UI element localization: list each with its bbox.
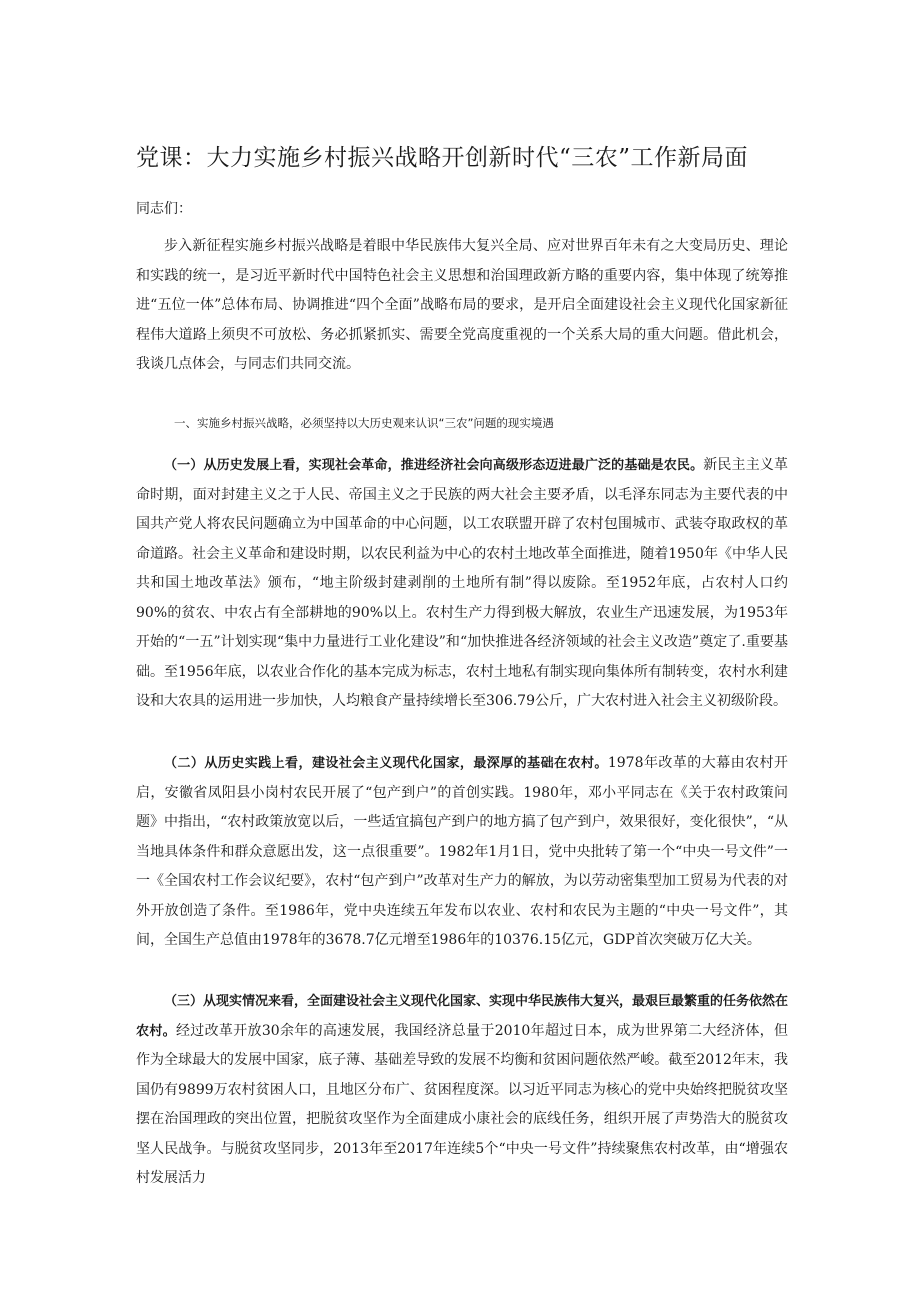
- paragraph-body: 1978年改革的大幕由农村开启，安徽省凤阳县小岗村农民开展了“包产到户”的首创实践。1980年，邓小平同志在《关于农村政策问题》中指出，“农村政策放宽以后，一些适宜搞包产到户的地方搞了包产到户，效果很好，变化很快”，“从当地具体条件和群众意愿出发，这一点很重要”。1982年1月1日，党中央批转了第一个“中央一号文件”一一《全国农村工作会议纪要》，农村“包产到户”改革对生产力的解放，为以劳动密集型加工贸易为代表的对外开放创造了条件。至1986年，党中央连续五年发布以农业、农村和农民为主题的“中央一号文件”，其间，全国生产总值由1978年的3678.7亿元增至1986年的10376.15亿元，GDP首次突破万亿大关。: [136, 755, 788, 948]
- section-heading: 一、实施乡村振兴战略，必须坚持以大历史观来认识“三农”问题的现实境遇: [174, 416, 554, 430]
- paragraph-history-development: [136, 451, 788, 717]
- intro-paragraph: 步入新征程实施乡村振兴战略是着眼中华民族伟大复兴全局、应对世界百年未有之大变局历史、理论和实践的统一，是习近平新时代中国特色社会主义思想和治国理政新方略的重要内容，集中体现了统筹推进“五位一体”总体布局、协调推进“四个全面”战略布局的要求，是开启全面建设社会主义现代化国家新征程伟大道路上须臾不可放松、务必抓紧抓实、需要全党高度重视的一个关系大局的重大问题。借此机会，我谈几点体会，与同志们共同交流。: [136, 238, 788, 372]
- paragraph-body: 新民主主义革命时期，面对封建主义之于人民、帝国主义之于民族的两大社会主要矛盾，以毛泽东同志为主要代表的中国共产党人将农民问题确立为中国革命的中心问题，以工农联盟开辟了农村包围城市、武装夺取政权的革命道路。社会主义革命和建设时期，以农民利益为中心的农村土地改革全面推进，随着1950年《中华人民共和国土地改革法》颁布，“地主阶级封建剥削的土地所有制”得以废除。至1952年底，占农村人口约90%的贫农、中农占有全部耕地的90%以上。农村生产力得到极大解放，农业生产迅速发展，为1953年开始的“一五”计划实现“集中力量进行工业化建设”和“加快推进各经济领域的社会主义改造”奠定了.重要基础。至1956年底，以农业合作化的基本完成为标志，农村土地私有制实现向集体所有制转变，农村水利建设和大农具的运用进一步加快，人均粮食产量持续增长至306.79公斤，广大农村进入社会主义初级阶段。: [136, 457, 788, 709]
- salutation: 同志们：: [136, 201, 192, 217]
- paragraph-lead: （二）从历史实践上看，建设社会主义现代化国家，最深厚的基础在农村。: [164, 756, 608, 771]
- paragraph-history-practice: [136, 749, 788, 956]
- paragraph-lead: （一）从历史发展上看，实现社会革命，推进经济社会向高级形态迈进最广泛的基础是农民。: [164, 458, 704, 473]
- paragraph-lead: （三）从现实情况来看，全面建设社会主义现代化国家、实现中华民族伟大复兴，最艰巨最繁重的任务依然在农村。: [136, 994, 789, 1039]
- document-title: 党课：大力实施乡村振兴战略开创新时代“三农”工作新局面: [136, 145, 749, 171]
- paragraph-current-situation: [136, 987, 788, 1194]
- paragraph-body: 经过改革开放30余年的高速发展，我国经济总量于2010年超过日本，成为世界第二大经济体，但作为全球最大的发展中国家，底子薄、基础差导致的发展不均衡和贫困问题依然严峻。截至2012年末，我国仍有9899万农村贫困人口，且地区分布广、贫困程度深。以习近平同志为核心的党中央始终把脱贫攻坚摆在治国理政的突出位置，把脱贫攻坚作为全面建成小康社会的底线任务，组织开展了声势浩大的脱贫攻坚人民战争。与脱贫攻坚同步，2013年至2017年连续5个“中央一号文件”持续聚焦农村改革，由“增强农村发展活力: [136, 1022, 788, 1186]
